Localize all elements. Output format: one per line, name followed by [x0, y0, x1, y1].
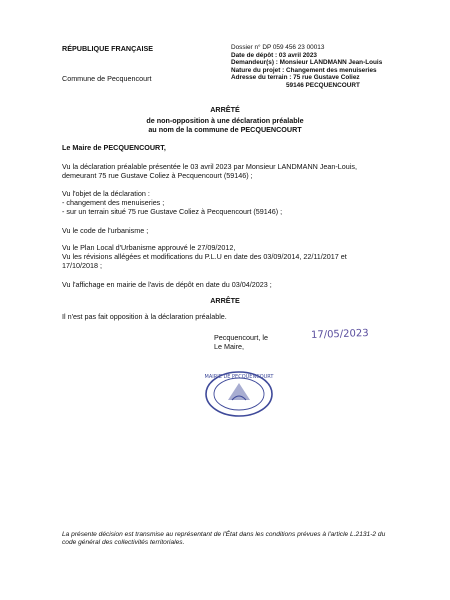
commune-label: Commune de Pecquencourt — [62, 74, 152, 83]
vu-object-3: - sur un terrain situé 75 rue Gustave Coliez à Pecquencourt (59146) ; — [62, 207, 283, 216]
vu-code-urbanisme: Vu le code de l'urbanisme ; — [62, 226, 149, 235]
stamp-text: MAIRIE DE PECQUENCOURT — [204, 374, 274, 380]
deposit-date: Date de dépôt : 03 avril 2023 — [231, 51, 317, 59]
decree-subtitle-1: de non-opposition à une déclaration préalable — [146, 116, 304, 125]
vu-object-2: - changement des menuiseries ; — [62, 198, 165, 207]
decision-text: Il n'est pas fait opposition à la déclaration préalable. — [62, 312, 227, 321]
footer-line-2: code général des collectivités territoriales. — [62, 539, 185, 546]
decree-subtitle-2: au nom de la commune de PECQUENCOURT — [148, 125, 302, 134]
vu-object-1: Vu l'objet de la déclaration : — [62, 189, 150, 198]
applicant: Demandeur(s) : Monsieur LANDMANN Jean-Louis — [231, 59, 383, 66]
vu-plu-2: Vu les révisions allégées et modifications du P.L.U en date des 03/09/2014, 22/11/2017 et — [62, 252, 347, 261]
mayor-signature-label: Le Maire, — [214, 342, 244, 351]
vu-plu-3: 17/10/2018 ; — [62, 261, 102, 270]
arrete-heading: ARRÊTE — [210, 296, 240, 305]
mairie-stamp — [203, 370, 275, 418]
mayor-heading: Le Maire de PECQUENCOURT, — [62, 143, 166, 152]
decree-title: ARRÊTÉ — [210, 105, 240, 114]
place-date-label: Pecquencourt, le — [214, 333, 268, 342]
dossier-info-box — [231, 44, 382, 89]
handwritten-date: 17/05/2023 — [310, 327, 369, 342]
footer-line-1: La présente décision est transmise au représentant de l'État dans les conditions prévues à l'article L.2131-2 du — [62, 531, 386, 538]
vu-affichage: Vu l'affichage en mairie de l'avis de dépôt en date du 03/04/2023 ; — [62, 280, 272, 289]
vu-declaration-1: Vu la déclaration préalable présentée le 03 avril 2023 par Monsieur LANDMANN Jean-Louis, — [62, 162, 357, 171]
land-postcode: 59146 PECQUENCOURT — [286, 81, 360, 89]
land-address: Adresse du terrain : 75 rue Gustave Coliez — [231, 74, 360, 81]
republic-header: RÉPUBLIQUE FRANÇAISE — [62, 44, 154, 53]
vu-plu-1: Vu le Plan Local d'Urbanisme approuvé le 27/09/2012, — [62, 243, 236, 252]
dossier-number: Dossier n° DP 059 456 23 00013 — [231, 44, 325, 51]
stamp-icon — [203, 370, 275, 418]
project-nature: Nature du projet : Changement des menuiseries — [231, 66, 377, 74]
vu-declaration-2: demeurant 75 rue Gustave Coliez à Pecquencourt (59146) ; — [62, 171, 253, 180]
